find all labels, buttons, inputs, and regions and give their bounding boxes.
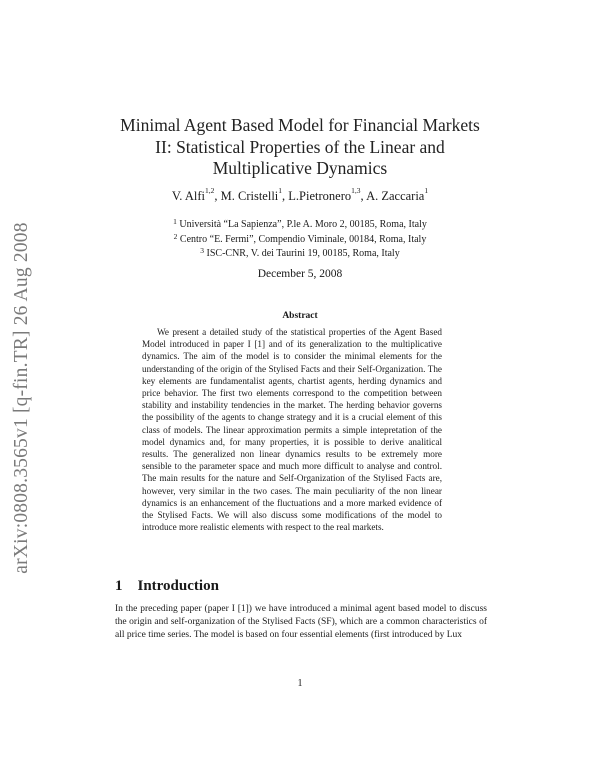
author-affil-marker: 1: [424, 186, 429, 195]
affiliation-marker: 2: [173, 231, 178, 241]
section-number: 1: [115, 578, 123, 594]
affiliation: [100, 218, 500, 233]
author-name: A. Zaccaria: [366, 189, 425, 203]
title-line-1: Minimal Agent Based Model for Financial Markets: [120, 115, 480, 135]
affiliation-marker: 3: [200, 246, 205, 255]
author-separator: ,: [282, 189, 289, 203]
title-line-2: II: Statistical Properties of the Linear and: [155, 136, 445, 157]
author-affil-marker: 1,2: [205, 186, 215, 195]
author: [220, 186, 289, 203]
author-name: M. Cristelli: [220, 189, 279, 203]
affiliation-text: Centro “E. Fermi”, Compendio Viminale, 00184, Roma, Italy: [179, 233, 427, 245]
author: [171, 186, 221, 203]
affiliation-text: ISC-CNR, V. dei Taurini 19, 00185, Roma, Italy: [206, 248, 400, 259]
paper-date: December 5, 2008: [257, 268, 343, 280]
author: [288, 186, 367, 203]
author-list: [100, 186, 500, 204]
arxiv-identifier-text: arXiv:0808.3565v1 [q-fin.TR] 26 Aug 2008: [11, 222, 32, 574]
author-affil-marker: 1,3: [351, 186, 361, 195]
affiliation: [100, 247, 500, 262]
author: [366, 186, 429, 203]
title-line-3: Multiplicative Dynamics: [212, 158, 388, 178]
affiliations: [100, 218, 500, 262]
abstract-heading: Abstract: [282, 311, 318, 321]
author-separator: ,: [214, 189, 221, 203]
affiliation-marker: 1: [173, 217, 177, 226]
affiliation: [100, 233, 500, 248]
author-affil-marker: 1: [278, 186, 283, 195]
author-separator: ,: [360, 189, 367, 203]
abstract-text: We present a detailed study of the statistical properties of the Agent Based Model introduced in paper I [1] and of its generalization to the multiplicative dynamics. The aim of the model is to consider the minimal elements for the understanding of the origin of the Stylised Facts and their Self-Organization. The key elements are fundamentalist agents, chartist agents, herding dynamics and price behavior. The first two elements correspond to the competition between stability and instability tendencies in the market. The herding behavior governs the possibility of the agents to change strategy and it is a crucial element of this class of models. The linear approximation permits a simple intepretation of the model dynamics and, for many properties, it is possible to derive analitical results. The generalized non linear dynamics results to be extremely more sensible to the parameter space and much more difficult to analyse and control. The main results for the nature and Self-Organization of the Stylised Facts are, however, very similar in the two cases. The main peculiarity of the non linear dynamics is an enhancement of the fluctuations and a more marked evidence of the Stylised Facts. We will also discuss some modifications of the model to introduce more realistic elements with respect to the real markets.: [142, 327, 442, 533]
introduction-text: In the preceding paper (paper I [1]) we have introduced a minimal agent based model to discuss the origin and self-organization of the Stylised Facts (SF), which are a common characteristics of all price time series. The model is based on four essential elements (first introduced by Lux: [115, 604, 487, 641]
author-name: V. Alfi: [171, 189, 205, 203]
page-number: 1: [297, 678, 303, 689]
paper-title: [100, 115, 500, 180]
affiliation-text: Università “La Sapienza”, P.le A. Moro 2, 00185, Roma, Italy: [179, 219, 427, 230]
section-title: Introduction: [137, 578, 219, 594]
section-heading: [115, 578, 219, 595]
author-name: L.Pietronero: [288, 189, 352, 203]
